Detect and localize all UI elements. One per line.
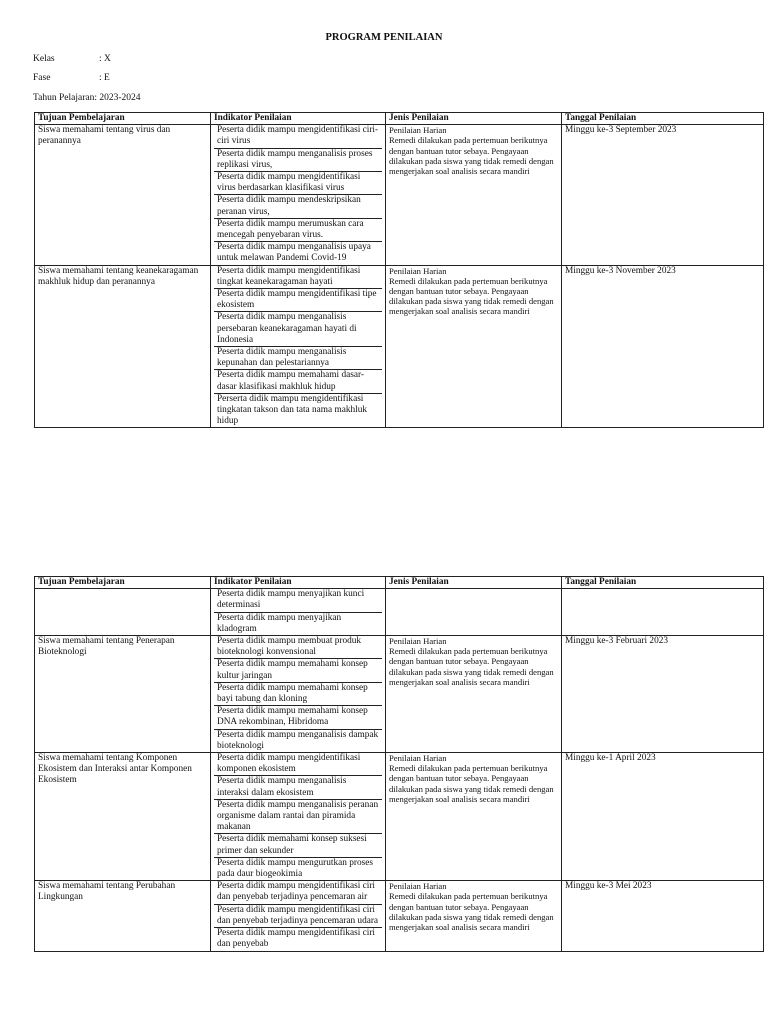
indikator-item: Peserta didik mampu mengidentifikasi ciri dan penyebab terjadinya pencemaran udara	[214, 905, 382, 928]
indikator-cell	[211, 125, 386, 265]
header-indikator: Indikator Penilaian	[211, 577, 386, 589]
indikator-item: Peserta didik mampu menganalisis proses replikasi virus,	[214, 149, 382, 172]
jenis-description: Remedi dilakukan pada pertemuan berikutnya dengan bantuan tutor sebaya. Pengayaan dilakukan pada siswa yang tidak remedi dengan mengerjakan soal analisis secara mandiri	[389, 891, 554, 933]
table-row	[35, 265, 764, 428]
indikator-item: Peserta didik mampu mengidentifikasi tipe ekosistem	[214, 289, 382, 312]
indikator-cell	[211, 753, 386, 881]
indikator-item: Peserta didik mampu menyajikan kunci determinasi	[214, 589, 382, 612]
indikator-item: Peserta didik mampu membuat produk bioteknologi konvensional	[214, 636, 382, 659]
tujuan-cell: Siswa memahami tentang Komponen Ekosistem dan Interaksi antar Komponen Ekosistem	[35, 753, 211, 881]
header-tanggal: Tanggal Penilaian	[562, 113, 764, 125]
tanggal-cell	[562, 589, 764, 636]
assessment-table-2	[34, 576, 764, 952]
meta-tahun	[33, 93, 141, 103]
header-tujuan: Tujuan Pembelajaran	[35, 577, 211, 589]
tanggal-cell: Minggu ke-3 Mei 2023	[562, 881, 764, 951]
meta-label: Kelas	[33, 54, 55, 64]
tujuan-cell	[35, 589, 211, 636]
tanggal-cell: Minggu ke-3 November 2023	[562, 265, 764, 428]
jenis-description: Remedi dilakukan pada pertemuan berikutnya dengan bantuan tutor sebaya. Pengayaan dilakukan pada siswa yang tidak remedi dengan mengerjakan soal analisis secara mandiri	[389, 646, 554, 687]
document-title: PROGRAM PENILAIAN	[325, 32, 443, 43]
jenis-title: Penilaian Harian	[389, 881, 447, 892]
indikator-cell	[211, 265, 386, 428]
indikator-item: Peserta didik mampu memahami konsep bayi tabung dan kloning	[214, 683, 382, 706]
assessment-table-1	[34, 112, 764, 428]
indikator-item: Peserta didik memahami konsep suksesi primer dan sekunder	[214, 834, 382, 857]
indikator-item: Peserta didik mampu menganalisis upaya untuk melawan Pandemi Covid-19	[217, 242, 371, 264]
jenis-description: Remedi dilakukan pada pertemuan berikutnya dengan bantuan tutor sebaya. Pengayaan dilakukan pada siswa yang tidak remedi dengan mengerjakan soal analisis secara mandiri	[389, 275, 554, 317]
jenis-description: Remedi dilakukan pada pertemuan berikutnya dengan bantuan tutor sebaya. Pengayaan dilakukan pada siswa yang tidak remedi dengan mengerjakan soal analisis secara mandiri	[389, 763, 554, 804]
indikator-item: Peserta didik mampu menganalisis persebaran keanekaragaman hayati di Indonesia	[214, 312, 382, 347]
indikator-item: Peserta didik mampu menyajikan kladogram	[217, 612, 342, 634]
header-tanggal: Tanggal Penilaian	[562, 577, 764, 589]
indikator-item: Peserta didik mampu mengidentifikasi ciri-ciri virus	[214, 125, 382, 148]
indikator-cell	[211, 881, 386, 951]
header-indikator: Indikator Penilaian	[211, 113, 386, 125]
indikator-item: Peserta didik mampu memahami konsep kultur jaringan	[214, 659, 382, 682]
table-row	[35, 636, 764, 753]
table-header-row	[35, 577, 764, 589]
tujuan-cell: Siswa memahami tentang Perubahan Lingkungan	[35, 881, 211, 951]
jenis-description: Remedi dilakukan pada pertemuan berikutnya dengan bantuan tutor sebaya. Pengayaan dilakukan pada siswa yang tidak remedi dengan mengerjakan soal analisis secara mandiri	[389, 135, 554, 177]
tanggal-cell: Minggu ke-1 April 2023	[562, 753, 764, 881]
table-row	[35, 753, 764, 881]
indikator-item: Peserta didik mampu mengurutkan proses pada daur biogeokimia	[217, 857, 373, 880]
meta-label: Fase	[33, 73, 51, 83]
header-tujuan: Tujuan Pembelajaran	[35, 113, 211, 125]
jenis-cell	[386, 753, 562, 881]
table-row	[35, 881, 764, 951]
indikator-item: Peserta didik mampu mengidentifikasi ciri dan penyebab terjadinya pencemaran air	[214, 881, 382, 904]
indikator-item: Peserta didik mampu mendeskripsikan peranan virus,	[214, 195, 382, 218]
header-jenis: Jenis Penilaian	[386, 577, 562, 589]
indikator-item: Peserta didik mampu mengidentifikasi ciri dan penyebab	[217, 928, 376, 950]
meta-kelas	[33, 54, 111, 64]
jenis-title: Penilaian Harian	[389, 125, 447, 136]
indikator-item: Peserta didik mampu menganalisis interaksi dalam ekosistem	[214, 776, 382, 799]
meta-fase	[33, 73, 110, 83]
tujuan-cell: Siswa memahami tentang keanekaragaman makhluk hidup dan peranannya	[35, 265, 211, 428]
indikator-item: Peserta didik mampu mengidentifikasi virus berdasarkan klasifikasi virus	[214, 172, 382, 195]
table-header-row	[35, 113, 764, 125]
jenis-cell	[386, 881, 562, 951]
jenis-title: Penilaian Harian	[389, 753, 447, 764]
indikator-item: Peserta didik mampu memahami dasar-dasar klasifikasi makhluk hidup	[214, 370, 382, 393]
indikator-item: Peserta didik mampu merumuskan cara mencegah penyebaran virus.	[214, 219, 382, 242]
jenis-title: Penilaian Harian	[389, 636, 447, 647]
indikator-item: Peserta didik mampu menganalisis peranan organisme dalam rantai dan piramida makanan	[214, 800, 382, 835]
meta-value: : X	[99, 54, 111, 64]
indikator-item: Peserta didik mampu mengidentifikasi komponen ekosistem	[214, 753, 382, 776]
header-jenis: Jenis Penilaian	[386, 113, 562, 125]
indikator-item: Peserta didik mampu memahami konsep DNA rekombinan, Hibridoma	[214, 706, 382, 729]
tujuan-cell: Siswa memahami tentang Penerapan Bioteknologi	[35, 636, 211, 753]
jenis-cell	[386, 589, 562, 636]
indikator-item: Peserta didik mampu menganalisis kepunahan dan pelestariannya	[214, 347, 382, 370]
table-row	[35, 125, 764, 265]
indikator-item: Peserta didik mampu mengidentifikasi tingkat keanekaragaman hayati	[214, 266, 382, 289]
jenis-title: Penilaian Harian	[389, 265, 447, 276]
indikator-cell	[211, 636, 386, 753]
meta-label: Tahun Pelajaran: 2023-2024	[33, 93, 141, 103]
indikator-item: Peserta didik mampu menganalisis dampak bioteknologi	[217, 729, 379, 751]
jenis-cell	[386, 125, 562, 265]
meta-value: : E	[99, 73, 110, 83]
tanggal-cell: Minggu ke-3 September 2023	[562, 125, 764, 265]
table-row	[35, 589, 764, 636]
jenis-cell	[386, 636, 562, 753]
tanggal-cell: Minggu ke-3 Februari 2023	[562, 636, 764, 753]
indikator-cell	[211, 589, 386, 636]
tujuan-cell: Siswa memahami tentang virus dan peranannya	[35, 125, 211, 265]
jenis-cell	[386, 265, 562, 428]
indikator-item: Perserta didik mampu mengidentifikasi tingkatan takson dan tata nama makhluk hidup	[217, 393, 367, 427]
